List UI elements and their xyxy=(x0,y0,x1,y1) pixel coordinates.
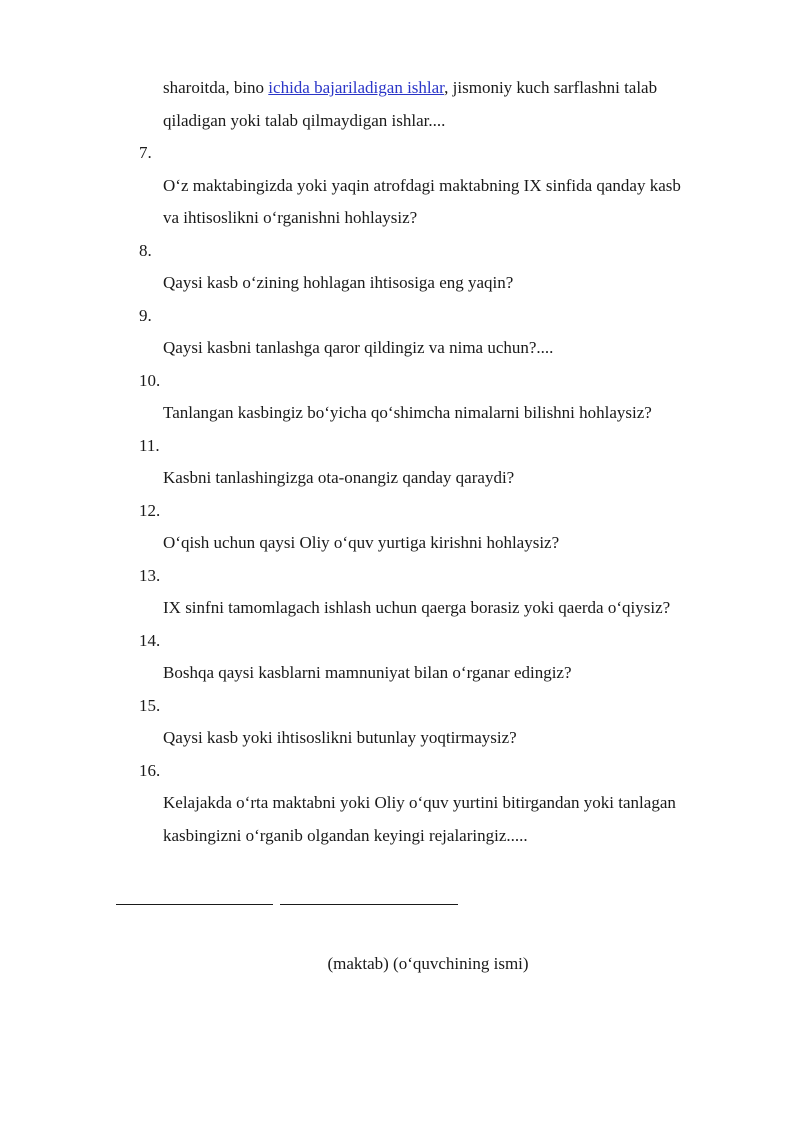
signature-caption: (maktab) (o‘quvchining ismi) xyxy=(327,954,529,973)
question-number-11: 11. xyxy=(139,436,160,455)
question-number-7: 7. xyxy=(139,143,152,162)
question-7-line-2: va ihtisoslikni o‘rganishni hohlaysiz? xyxy=(163,208,418,227)
question-14-text: Boshqa qaysi kasblarni mamnuniyat bilan o‘rganar edingiz? xyxy=(163,663,572,682)
question-11-text: Kasbni tanlashingizga ota-onangiz qanday qaraydi? xyxy=(163,468,515,487)
intro-text-after: , jismoniy kuch sarflashni talab xyxy=(444,78,658,97)
intro-text-before: sharoitda, bino xyxy=(163,78,269,97)
question-number-15: 15. xyxy=(139,696,161,715)
question-number-13: 13. xyxy=(139,566,161,585)
question-number-10: 10. xyxy=(139,371,161,390)
question-number-12: 12. xyxy=(139,501,161,520)
student-name-blank-line xyxy=(280,904,458,905)
question-13-text: IX sinfni tamomlagach ishlash uchun qaerga borasiz yoki qaerda o‘qiysiz? xyxy=(163,598,671,617)
intro-line-2: qiladigan yoki talab qilmaydigan ishlar.... xyxy=(163,111,446,130)
question-number-16: 16. xyxy=(139,761,161,780)
intro-line-1 xyxy=(163,78,657,98)
question-8-text: Qaysi kasb o‘zining hohlagan ihtisosiga eng yaqin? xyxy=(163,273,514,292)
question-number-8: 8. xyxy=(139,241,152,260)
question-9-text: Qaysi kasbni tanlashga qaror qildingiz va nima uchun?.... xyxy=(163,338,554,357)
question-16-line-1: Kelajakda o‘rta maktabni yoki Oliy o‘quv yurtini bitirgandan yoki tanlagan xyxy=(163,793,676,812)
intro-link[interactable]: ichida bajariladigan ishlar xyxy=(268,78,445,97)
question-10-text: Tanlangan kasbingiz bo‘yicha qo‘shimcha nimalarni bilishni hohlaysiz? xyxy=(163,403,652,422)
question-number-9: 9. xyxy=(139,306,152,325)
question-12-text: O‘qish uchun qaysi Oliy o‘quv yurtiga kirishni hohlaysiz? xyxy=(163,533,560,552)
question-16-line-2: kasbingizni o‘rganib olgandan keyingi rejalaringiz..... xyxy=(163,826,528,845)
question-number-14: 14. xyxy=(139,631,161,650)
question-7-line-1: O‘z maktabingizda yoki yaqin atrofdagi maktabning IX sinfida qanday kasb xyxy=(163,176,681,195)
school-blank-line xyxy=(116,904,273,905)
question-15-text: Qaysi kasb yoki ihtisoslikni butunlay yoqtirmaysiz? xyxy=(163,728,517,747)
